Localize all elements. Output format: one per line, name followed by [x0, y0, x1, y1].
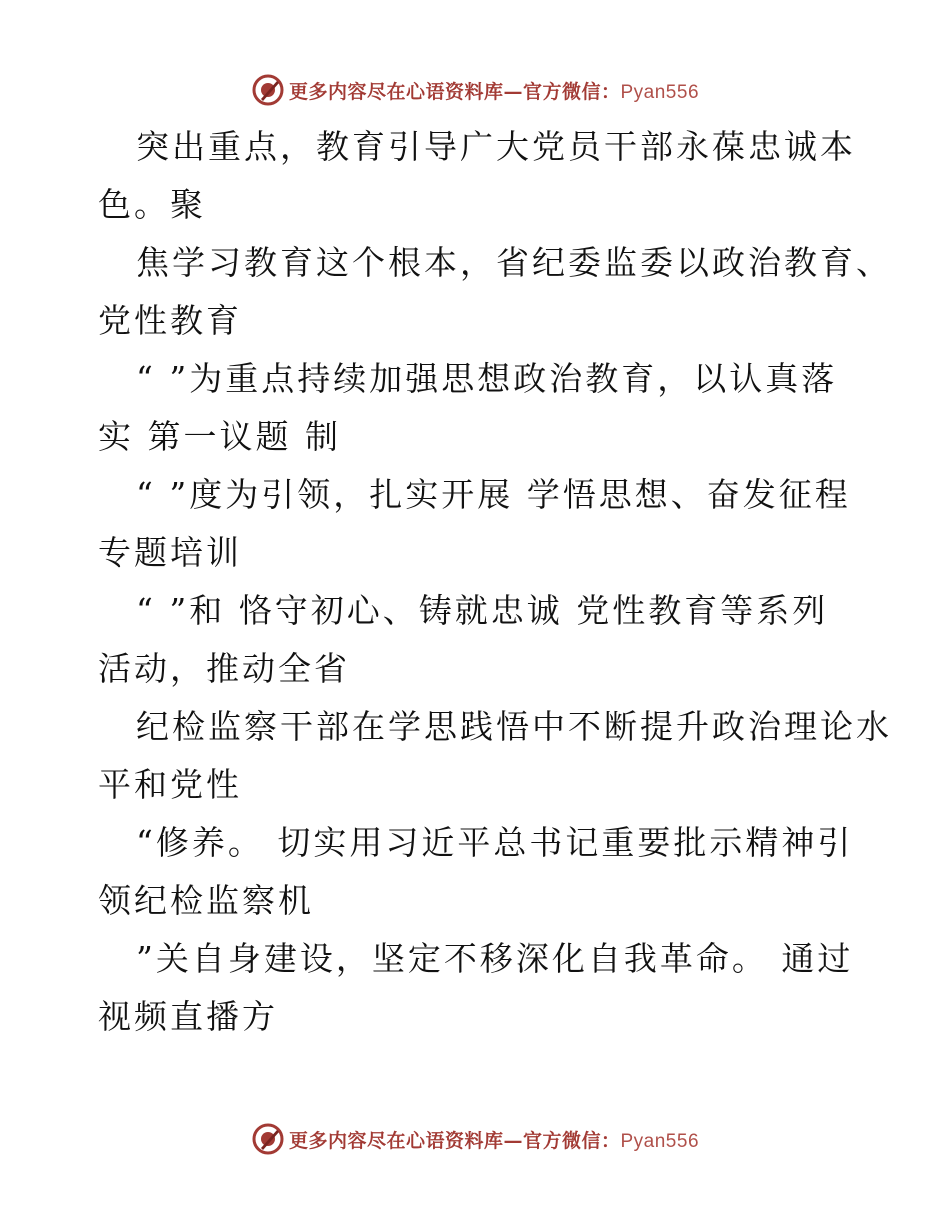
text-line: “修养。 切实用习近平总书记重要批示精神引 [136, 823, 854, 862]
text-line: 色。聚 [98, 185, 206, 224]
document-body [98, 118, 892, 1046]
watermark-text: 更多内容尽在心语资料库—官方微信：Pyan556 [288, 80, 700, 103]
watermark-banner-top [0, 72, 950, 108]
text-line: “ ”和 恪守初心、铸就忠诚 党性教育等系列 [136, 591, 829, 630]
text-line: 突出重点，教育引导广大党员干部永葆忠诚本 [136, 127, 856, 166]
text-line: 视频直播方 [98, 997, 278, 1036]
pen-logo-icon [251, 73, 285, 107]
pen-logo-icon [251, 1122, 285, 1156]
text-line: “ ”为重点持续加强思想政治教育，以认真落 [136, 359, 838, 398]
watermark-text: 更多内容尽在心语资料库—官方微信：Pyan556 [288, 1129, 700, 1152]
text-line: “ ”度为引领，扎实开展 学悟思想、奋发征程 [136, 475, 851, 514]
text-line: 党性教育 [98, 301, 242, 340]
watermark-banner-bottom [0, 1121, 950, 1157]
text-line: 平和党性 [98, 765, 242, 804]
text-line: 焦学习教育这个根本，省纪委监委以政治教育、 [136, 243, 892, 282]
text-line: ”关自身建设，坚定不移深化自我革命。 通过 [136, 939, 854, 978]
text-line: 实 第一议题 制 [98, 417, 341, 456]
text-line: 领纪检监察机 [98, 881, 314, 920]
text-line: 纪检监察干部在学思践悟中不断提升政治理论水 [136, 707, 892, 746]
text-line: 专题培训 [98, 533, 242, 572]
text-line: 活动，推动全省 [98, 649, 350, 688]
